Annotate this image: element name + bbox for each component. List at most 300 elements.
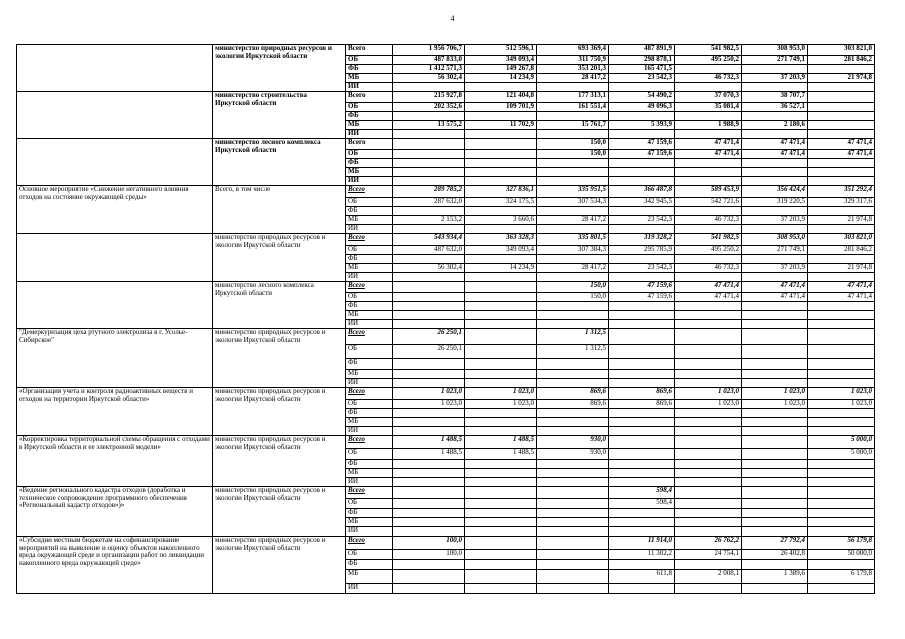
value-cell [537,469,609,478]
value-cell: 23 542,3 [609,216,675,225]
funding-source-cell: ФБ [346,65,393,74]
page-number: 4 [450,14,455,23]
funding-source-cell: МБ [346,570,393,584]
value-cell: 46 732,3 [675,74,742,83]
value-cell: 869,6 [609,388,675,400]
value-cell [609,168,675,177]
value-cell [742,409,808,418]
value-cell: 13 575,2 [393,121,465,130]
value-cell [537,379,609,388]
value-cell: 1 023,0 [393,388,465,400]
value-cell [537,273,609,282]
value-cell [393,168,465,177]
value-cell [675,302,742,311]
value-cell [742,83,808,92]
funding-source-cell: ОБ [346,345,393,359]
value-cell [808,329,875,345]
funding-source-cell: ФБ [346,302,393,311]
value-cell [742,418,808,427]
funding-source-cell: ФБ [346,159,393,168]
value-cell [808,499,875,509]
value-cell [537,518,609,527]
funding-source-cell: Всего [346,487,393,499]
value-cell [537,207,609,216]
value-cell [675,379,742,388]
table-row [17,329,875,345]
value-cell [808,409,875,418]
value-cell: 1 312,5 [537,329,609,345]
funding-source-cell: МБ [346,311,393,320]
value-cell [393,570,465,584]
table-row [17,388,875,400]
funding-source-cell: ИИ [346,83,393,92]
value-cell [537,168,609,177]
value-cell [675,499,742,509]
value-cell [675,460,742,469]
value-cell: 1 023,0 [465,388,537,400]
executor-cell: министерство природных ресурсов и экологии Иркутской области [213,234,346,282]
value-cell [465,168,537,177]
value-cell: 47 159,6 [609,293,675,302]
funding-source-cell: Всего [346,282,393,293]
value-cell [742,560,808,570]
value-cell: 307 534,3 [537,198,609,207]
value-cell [537,255,609,264]
value-cell [609,460,675,469]
value-cell [675,527,742,537]
value-cell [393,499,465,509]
table-row [17,282,875,293]
value-cell [609,329,675,345]
value-cell: 47 471,4 [808,282,875,293]
value-cell [808,478,875,487]
event-name-cell: «Корректировка территориальной схемы обращения с отходами в Иркутской области и ее электронной модели» [17,436,213,487]
funding-source-cell: МБ [346,168,393,177]
value-cell [675,584,742,594]
value-cell [609,207,675,216]
value-cell: 47 471,4 [808,293,875,302]
value-cell [675,130,742,139]
funding-source-cell: ФБ [346,560,393,570]
funding-source-cell: Всего [346,436,393,449]
value-cell: 28 417,2 [537,264,609,273]
value-cell [609,379,675,388]
value-cell [537,159,609,168]
value-cell: 1 488,5 [465,449,537,460]
value-cell: 930,0 [537,449,609,460]
value-cell [393,460,465,469]
executor-cell: министерство лесного комплекса Иркутской области [213,139,346,186]
value-cell [675,418,742,427]
value-cell: 1 956 706,7 [393,45,465,56]
funding-source-cell: ОБ [346,449,393,460]
value-cell: 335 951,5 [537,186,609,198]
value-cell [609,255,675,264]
value-cell [537,370,609,379]
value-cell: 366 487,8 [609,186,675,198]
value-cell: 363 328,3 [465,234,537,246]
value-cell [675,518,742,527]
value-cell [609,509,675,518]
value-cell [537,527,609,537]
value-cell: 512 596,1 [465,45,537,56]
value-cell [609,518,675,527]
value-cell: 3 660,6 [465,216,537,225]
value-cell [465,427,537,436]
value-cell [675,487,742,499]
value-cell: 121 404,8 [465,92,537,103]
funding-source-cell: Всего [346,329,393,345]
value-cell [393,370,465,379]
value-cell [465,527,537,537]
value-cell [742,487,808,499]
value-cell: 1 488,5 [393,449,465,460]
value-cell [609,584,675,594]
value-cell: 149 267,8 [465,65,537,74]
funding-source-cell: ОБ [346,293,393,302]
value-cell [609,273,675,282]
value-cell [609,436,675,449]
event-name-cell: «Субсидии местным бюджетам на софинансирование мероприятий на выявление и оценку объектов накопленного вреда окружающей среде и организации работ по ликвидации накопленного вреда окружающей среде» [17,537,213,594]
value-cell [465,255,537,264]
event-name-cell: Основное мероприятие «Снижение негативного влияния отходов на состояние окружающей среды» [17,186,213,234]
value-cell: 342 945,5 [609,198,675,207]
value-cell: 54 490,2 [609,92,675,103]
value-cell: 349 093,4 [465,246,537,255]
value-cell [808,487,875,499]
value-cell: 11 702,9 [465,121,537,130]
value-cell: 349 093,4 [465,56,537,65]
value-cell: 1 023,0 [393,400,465,409]
value-cell: 150,0 [537,139,609,150]
value-cell [742,478,808,487]
value-cell [808,168,875,177]
value-cell [808,92,875,103]
value-cell [393,130,465,139]
value-cell: 543 934,4 [393,234,465,246]
value-cell [742,311,808,320]
table-row [17,186,875,198]
value-cell [808,112,875,121]
funding-source-cell: Всего [346,234,393,246]
value-cell: 47 159,6 [609,150,675,159]
value-cell: 47 159,6 [609,282,675,293]
funding-source-cell: ИИ [346,527,393,537]
value-cell: 26 402,8 [742,550,808,560]
value-cell: 303 821,0 [808,234,875,246]
value-cell [393,139,465,150]
funding-source-cell: МБ [346,518,393,527]
value-cell [393,379,465,388]
funding-source-cell: ОБ [346,103,393,112]
value-cell [742,518,808,527]
value-cell [537,409,609,418]
value-cell [465,150,537,159]
value-cell: 26 250,1 [393,329,465,345]
value-cell: 324 175,5 [465,198,537,207]
value-cell: 930,0 [537,436,609,449]
value-cell [742,449,808,460]
value-cell [808,560,875,570]
event-name-cell: "Демеркуризация цеха ртутного электролиза в г. Усолье-Сибирское" [17,329,213,388]
value-cell [808,418,875,427]
value-cell: 1 988,9 [675,121,742,130]
value-cell: 47 471,4 [675,139,742,150]
value-cell [675,83,742,92]
value-cell [537,509,609,518]
value-cell: 1 023,0 [465,400,537,409]
executor-cell: министерство природных ресурсов и экологии Иркутской области [213,388,346,436]
funding-source-cell: МБ [346,121,393,130]
value-cell [808,103,875,112]
event-name-cell: «Организация учета и контроля радиоактивных веществ и отходов на территории Иркутской области» [17,388,213,436]
funding-source-cell: МБ [346,216,393,225]
value-cell [465,83,537,92]
value-cell [675,469,742,478]
value-cell [465,311,537,320]
value-cell: 109 701,9 [465,103,537,112]
value-cell [808,427,875,436]
value-cell [537,537,609,550]
value-cell: 2 153,2 [393,216,465,225]
value-cell [742,112,808,121]
value-cell [465,478,537,487]
value-cell: 24 754,1 [675,550,742,560]
value-cell [742,469,808,478]
value-cell: 47 471,4 [742,150,808,159]
value-cell: 311 750,9 [537,56,609,65]
value-cell [465,418,537,427]
value-cell: 353 201,3 [537,65,609,74]
funding-source-cell: ИИ [346,320,393,329]
value-cell [465,409,537,418]
value-cell [808,177,875,186]
value-cell: 202 352,6 [393,103,465,112]
value-cell [609,527,675,537]
value-cell [808,527,875,537]
value-cell [675,255,742,264]
value-cell [393,418,465,427]
value-cell: 1 488,5 [465,436,537,449]
table-row [17,487,875,499]
table-row [17,139,875,150]
value-cell [537,478,609,487]
value-cell: 15 761,7 [537,121,609,130]
executor-cell: министерство природных ресурсов и экологии Иркутской области [213,537,346,594]
value-cell: 35 081,4 [675,103,742,112]
value-cell: 215 927,8 [393,92,465,103]
value-cell: 27 792,4 [742,537,808,550]
value-cell: 329 317,6 [808,198,875,207]
value-cell: 598,4 [609,499,675,509]
value-cell [465,469,537,478]
value-cell [609,449,675,460]
value-cell: 271 749,1 [742,246,808,255]
value-cell [393,293,465,302]
value-cell: 5 000,0 [808,436,875,449]
value-cell [609,83,675,92]
value-cell: 28 417,2 [537,216,609,225]
funding-source-cell: Всего [346,92,393,103]
value-cell [675,478,742,487]
value-cell [808,320,875,329]
value-cell: 2 180,6 [742,121,808,130]
value-cell: 319 328,2 [609,234,675,246]
value-cell [465,329,537,345]
value-cell [808,460,875,469]
value-cell [609,427,675,436]
value-cell [742,177,808,186]
value-cell [537,83,609,92]
value-cell [393,83,465,92]
executor-cell: министерство лесного комплекса Иркутской области [213,282,346,329]
value-cell: 47 471,4 [742,139,808,150]
value-cell [393,311,465,320]
value-cell: 327 836,1 [465,186,537,198]
value-cell [742,225,808,234]
value-cell: 611,8 [609,570,675,584]
value-cell [808,65,875,74]
table-row [17,45,875,56]
executor-cell: министерство строительства Иркутской области [213,92,346,139]
value-cell: 1 412 571,3 [393,65,465,74]
value-cell [537,570,609,584]
value-cell: 47 471,4 [742,293,808,302]
value-cell [393,427,465,436]
value-cell [742,255,808,264]
value-cell [808,302,875,311]
value-cell [393,518,465,527]
value-cell: 49 096,3 [609,103,675,112]
value-cell [537,499,609,509]
value-cell [675,112,742,121]
value-cell: 1 023,0 [742,388,808,400]
executor-cell: министерство природных ресурсов и экологии Иркутской области [213,329,346,388]
value-cell: 281 846,2 [808,246,875,255]
value-cell: 5 393,9 [609,121,675,130]
funding-source-cell: Всего [346,186,393,198]
value-cell [675,436,742,449]
value-cell [465,518,537,527]
value-cell: 5 000,0 [808,449,875,460]
value-cell: 26 250,1 [393,345,465,359]
funding-source-cell: ИИ [346,177,393,186]
value-cell [609,418,675,427]
value-cell [808,509,875,518]
value-cell [609,112,675,121]
value-cell: 335 801,5 [537,234,609,246]
value-cell [808,159,875,168]
table-row [17,436,875,449]
value-cell: 150,0 [537,150,609,159]
funding-source-cell: ИИ [346,427,393,436]
value-cell [465,584,537,594]
value-cell [393,409,465,418]
value-cell: 281 846,2 [808,56,875,65]
funding-source-cell: ИИ [346,130,393,139]
funding-source-cell: ОБ [346,150,393,159]
value-cell [609,560,675,570]
value-cell [537,311,609,320]
executor-cell: Всего, в том числе [213,186,346,234]
value-cell [808,518,875,527]
value-cell [742,359,808,370]
value-cell [808,121,875,130]
value-cell: 50 000,0 [808,550,875,560]
value-cell [808,584,875,594]
value-cell [537,112,609,121]
value-cell [609,130,675,139]
value-cell: 541 982,5 [675,45,742,56]
value-cell: 1 312,5 [537,345,609,359]
value-cell [675,65,742,74]
value-cell: 308 953,0 [742,45,808,56]
funding-source-cell: ОБ [346,499,393,509]
value-cell [675,427,742,436]
value-cell: 351 292,4 [808,186,875,198]
budget-table [16,44,875,594]
value-cell: 37 070,3 [675,92,742,103]
value-cell: 47 471,4 [742,282,808,293]
value-cell: 869,6 [537,388,609,400]
funding-source-cell: ФБ [346,359,393,370]
value-cell [465,112,537,121]
value-cell [537,550,609,560]
value-cell [609,345,675,359]
value-cell: 56 179,8 [808,537,875,550]
value-cell [675,359,742,370]
funding-source-cell: ОБ [346,56,393,65]
value-cell [393,282,465,293]
value-cell: 47 471,4 [675,293,742,302]
value-cell: 47 471,4 [675,282,742,293]
value-cell: 21 974,8 [808,74,875,83]
value-cell [609,359,675,370]
funding-source-cell: ОБ [346,400,393,409]
value-cell [675,311,742,320]
value-cell [393,159,465,168]
funding-source-cell: ФБ [346,409,393,418]
value-cell: 11 302,2 [609,550,675,560]
value-cell: 289 785,2 [393,186,465,198]
executor-cell: министерство природных ресурсов и экологии Иркутской области [213,487,346,537]
value-cell [537,460,609,469]
value-cell [808,225,875,234]
value-cell: 37 203,9 [742,216,808,225]
value-cell [675,345,742,359]
funding-source-cell: МБ [346,74,393,83]
value-cell: 1 023,0 [808,400,875,409]
value-cell [609,177,675,186]
value-cell: 46 732,3 [675,264,742,273]
value-cell [808,370,875,379]
value-cell [465,509,537,518]
value-cell [465,570,537,584]
value-cell: 308 953,0 [742,234,808,246]
value-cell [465,225,537,234]
value-cell: 1 389,6 [742,570,808,584]
value-cell [537,225,609,234]
value-cell [675,370,742,379]
value-cell [465,499,537,509]
value-cell [465,302,537,311]
funding-source-cell: ФБ [346,255,393,264]
value-cell: 21 974,8 [808,264,875,273]
value-cell [742,499,808,509]
value-cell [808,345,875,359]
value-cell [465,293,537,302]
funding-source-cell: ИИ [346,225,393,234]
